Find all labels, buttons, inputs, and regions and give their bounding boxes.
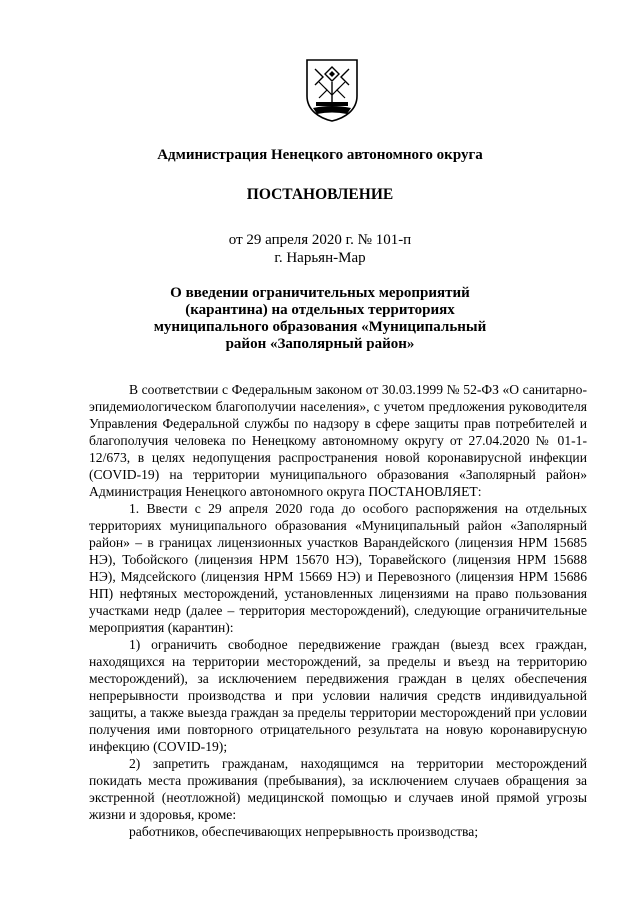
coat-of-arms-emblem [303,58,361,122]
subject-line: О введении ограничительных мероприятий [170,285,470,301]
document-subject [0,285,640,353]
document-body [89,381,587,840]
clause-1-paragraph: 1. Ввести с 29 апреля 2020 года до особого распоряжения на отдельных территориях муниципального образования «Муниципальный район «Заполярный район» – в границах лицензионных участков Варандейского (лицензия НРМ 15685 НЭ), Тобойского (лицензия НРМ 15670 НЭ), Торавейского (лицензия НРМ 15688 НЭ), Мядсейского (лицензия НРМ 15669 НЭ) и Перевозного (лицензия НРМ 15686 НП) нефтяных месторождений, установленных лицензиями на право пользования участками недр (далее – территория месторождений), следующие ограничительные мероприятия (карантин): [89,501,587,635]
clause-1-2-paragraph: 2) запретить гражданам, находящимся на территории месторождений покидать места проживания (пребывания), за исключением случаев обращения за экстренной (неотложной) медицинской помощью и случаев иной прямой угрозы жизни и здоровья, кроме: [89,756,587,822]
subject-line: (карантина) на отдельных территориях [185,302,455,318]
document-date-number: от 29 апреля 2020 г. № 101-п [228,232,412,248]
organization-name: Администрация Ненецкого автономного округа [157,147,483,163]
subject-line: муниципального образования «Муниципальный [153,319,487,335]
document-city: г. Нарьян-Мар [274,250,366,266]
exception-item-paragraph: работников, обеспечивающих непрерывность производства; [129,824,479,839]
clause-1-1-paragraph: 1) ограничить свободное передвижение граждан (выезд всех граждан, находящихся на территории месторождений, за пределы и въезд на территорию месторождений), за исключением передвижения граждан в целях обеспечения непрерывности производства и при условии наличия средств индивидуальной защиты, а также выезда граждан за пределы территории месторождений при условии получения ими повторного отрицательного результата на новую коронавирусную инфекцию (COVID-19); [89,637,587,754]
preamble-paragraph: В соответствии с Федеральным законом от 30.03.1999 № 52-ФЗ «О санитарно-эпидемиологическом благополучии населения», с учетом предложения руководителя Управления Федеральной службы по надзору в сфере защиты прав потребителей и благополучия человека по Ненецкому автономному округу от 27.04.2020 № 01-1-12/673, в целях недопущения распространения новой коронавирусной инфекции (COVID-19) на территории муниципального образования «Заполярный район» Администрация Ненецкого автономного округа ПОСТАНОВЛЯЕТ: [89,382,587,499]
document-type: ПОСТАНОВЛЕНИЕ [246,186,394,203]
subject-line: район «Заполярный район» [225,336,415,352]
